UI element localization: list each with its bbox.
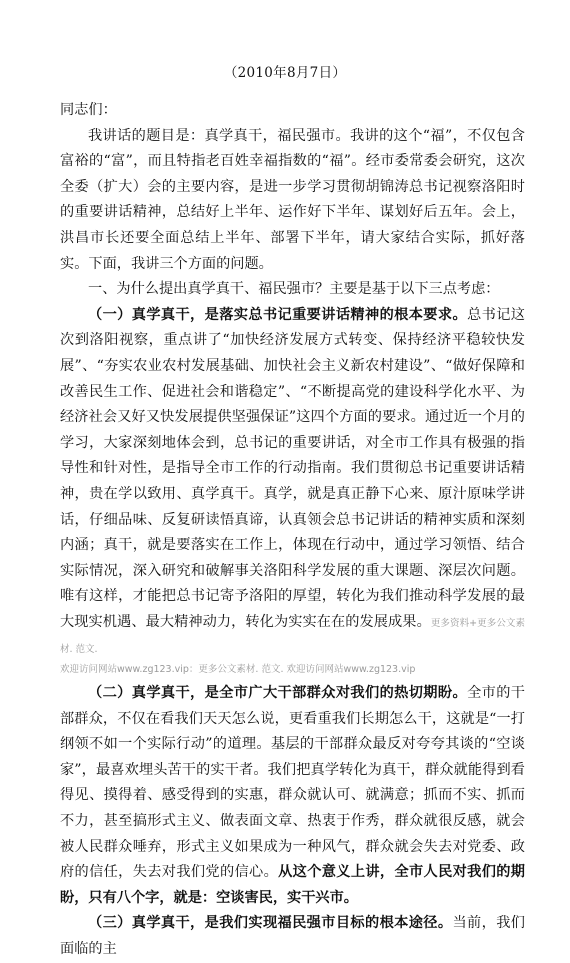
salutation: 同志们： — [60, 102, 117, 118]
paragraph-3-text: 当前，我们面临的主 — [60, 915, 525, 957]
paragraph-1-text: 总书记这次到洛阳视察，重点讲了“加快经济发展方式转变、保持经济平稳较快发展”、“夯实农业农村发展基础、加快社会主义新农村建设”、“做好保障和改善民生工作、促进社会和谐稳定”、“不断提高党的建设科学化水平、为经济社会又好又快发展提供坚强保证”这四个方面的要求。通过近一个月的学习，大家深刻地体会到，总书记的重要讲话，对全市工作具有极强的指导性和针对性，是指导全市工作的行动指南。我们贯彻总书记重要讲话精神，贵在学以致用、真学真干。真学，就是真正静下心来、原汁原味学讲话，仔细品味、反复研读悟真谛，认真领会总书记讲话的精神实质和深刻内涵；真干，就是要落实在工作上，体现在行动中，通过学习领悟、结合实际情况，深入研究和破解事关洛阳科学发展的重大课题、深层次问题。唯有这样，才能把总书记寄予洛阳的厚望，转化为我们推动科学发展的最大现实机遇、最大精神动力，转化为实实在在的发展成果。 — [60, 306, 525, 630]
paragraph-2 — [60, 681, 525, 911]
paragraph-1-lead: （一）真学真干，是落实总书记重要讲话精神的根本要求。 — [88, 306, 468, 323]
paragraph-1 — [60, 303, 525, 663]
watermark-inline: 更多资料+更多公文素材. 范文. — [60, 617, 525, 656]
section-heading-1: 一、为什么提出真学真干、福民强市？主要是基于以下三点考虑： — [88, 281, 500, 298]
paragraph-3 — [60, 911, 525, 962]
paragraph-2-conclusion: 从这个意义上讲，全市人民对我们的期盼，只有八个字，就是：空谈害民，实干兴市。 — [60, 864, 525, 906]
speech-date: （2010年8月7日） — [223, 65, 347, 81]
watermark-line: 欢迎访问网站www.zg123.vip：更多公文素材. 范文. 欢迎访问网站www.zg123.vip — [60, 664, 416, 676]
paragraph-2-text: 全市的干部群众，不仅在看我们天天怎么说，更看重我们长期怎么干，这就是“一打纲领不如一个实际行动”的道理。基层的干部群众最反对夸夸其谈的“空谈家”，最喜欢埋头苦干的实干者。我们把真学转化为真干，群众就能得到看得见、摸得着、感受得到的实惠，群众就认可、就满意；抓而不实、抓而不力，甚至搞形式主义、做表面文章、热衷于作秀，群众就很反感，就会被人民群众唾弃，形式主义如果成为一种风气，群众就会失去对党委、政府的信任，失去对我们党的信心。 — [60, 685, 525, 881]
speech-body — [60, 98, 525, 963]
paragraph-2-lead: （二）真学真干，是全市广大干部群众对我们的热切期盼。 — [88, 685, 468, 702]
paragraph-3-lead: （三）真学真干，是我们实现福民强市目标的根本途径。 — [88, 915, 453, 932]
intro-paragraph: 我讲话的题目是：真学真干，福民强市。我讲的这个“福”，不仅包含富裕的“富”，而且特指老百姓幸福指数的“福”。经市委常委会研究，这次全委（扩大）会的主要内容，是进一步学习贯彻胡锦涛总书记视察洛阳时的重要讲话精神，总结好上半年、运作好下半年、谋划好后五年。会上，洪昌市长还要全面总结上半年、部署下半年，请大家结合实际，抓好落实。下面，我讲三个方面的问题。 — [60, 127, 525, 272]
